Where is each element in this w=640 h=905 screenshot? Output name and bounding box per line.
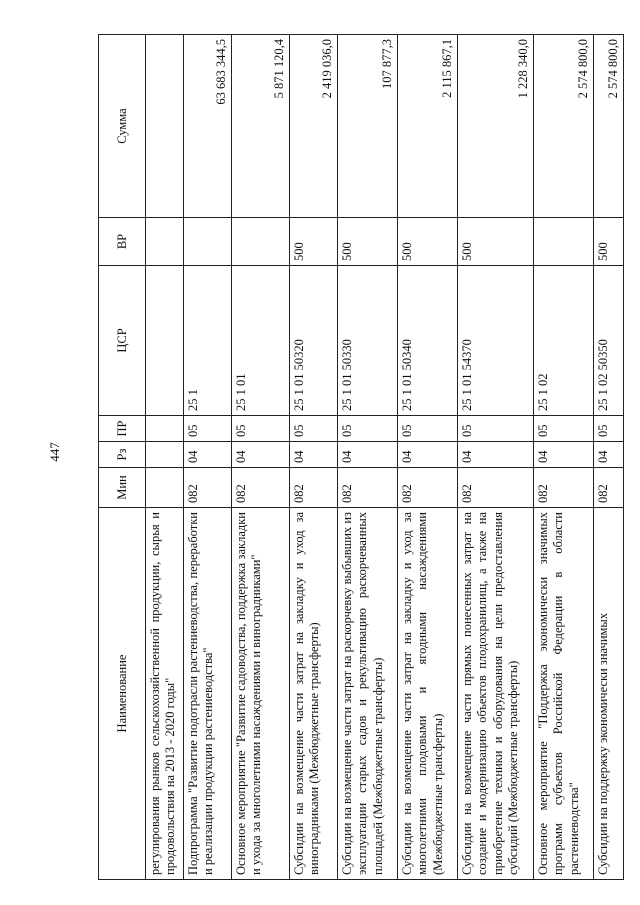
- row-min: 082: [594, 468, 624, 508]
- row-sum: 63 683 344,5: [184, 35, 232, 218]
- table-header-row: [99, 35, 146, 880]
- row-vr: [184, 218, 232, 266]
- row-min: 082: [458, 468, 534, 508]
- row-sum: 1 228 340,0: [458, 35, 534, 218]
- row-pr: 05: [290, 416, 338, 442]
- table-row: [398, 35, 458, 880]
- row-vr: 500: [458, 218, 534, 266]
- row-name: Субсидии на возмещение части прямых понесенных затрат на создание и модернизацию объектов плодохранилищ, а также на приобретение техники и оборудования на цели предоставления субсидий (Межбюджетные трансферты): [458, 508, 534, 880]
- row-min: 082: [338, 468, 398, 508]
- row-pr: [146, 416, 184, 442]
- row-csr: 25 1 01 50330: [338, 266, 398, 416]
- row-pr: 05: [534, 416, 594, 442]
- row-min: [146, 468, 184, 508]
- row-csr: 25 1 02 50350: [594, 266, 624, 416]
- row-vr: 500: [594, 218, 624, 266]
- budget-table: [98, 34, 624, 880]
- page-number: 447: [47, 442, 62, 462]
- table-row: [232, 35, 290, 880]
- row-name: Субсидии на поддержку экономически значимых: [594, 508, 624, 880]
- row-rz: 04: [534, 442, 594, 468]
- row-vr: 500: [338, 218, 398, 266]
- row-rz: [146, 442, 184, 468]
- row-csr: 25 1 01 54370: [458, 266, 534, 416]
- table-row: [594, 35, 624, 880]
- row-pr: 05: [338, 416, 398, 442]
- row-sum: 2 574 800,0: [534, 35, 594, 218]
- row-pr: 05: [594, 416, 624, 442]
- header-rz: Рз: [99, 442, 146, 468]
- row-rz: 04: [184, 442, 232, 468]
- budget-table-rotated: [98, 35, 620, 880]
- row-vr: [232, 218, 290, 266]
- row-csr: 25 1 01 50340: [398, 266, 458, 416]
- row-name: Подпрограмма "Развитие подотрасли растениеводства, переработки и реализации продукции растениеводства": [184, 508, 232, 880]
- row-min: 082: [184, 468, 232, 508]
- row-vr: 500: [398, 218, 458, 266]
- row-sum: 2 115 867,1: [398, 35, 458, 218]
- row-name: регулирования рынков сельскохозяйственной продукции, сырья и продовольствия на 2013 - 2020 годы": [146, 508, 184, 880]
- row-name: Основное мероприятие "Поддержка экономически значимых программ субъектов Российской Федерации в области растениеводства": [534, 508, 594, 880]
- row-rz: 04: [290, 442, 338, 468]
- table-row: [184, 35, 232, 880]
- row-vr: 500: [290, 218, 338, 266]
- row-sum: 2 574 800,0: [594, 35, 624, 218]
- header-csr: ЦСР: [99, 266, 146, 416]
- header-sum: Сумма: [99, 35, 146, 218]
- row-rz: 04: [594, 442, 624, 468]
- table-row: [458, 35, 534, 880]
- table-row: [146, 35, 184, 880]
- row-vr: [146, 218, 184, 266]
- header-vr: ВР: [99, 218, 146, 266]
- row-rz: 04: [398, 442, 458, 468]
- row-rz: 04: [232, 442, 290, 468]
- row-pr: 05: [458, 416, 534, 442]
- row-sum: [146, 35, 184, 218]
- row-pr: 05: [232, 416, 290, 442]
- row-csr: 25 1: [184, 266, 232, 416]
- row-name: Субсидии на возмещение части затрат на закладку и уход за многолетними плодовыми и ягодными насаждениями (Межбюджетные трансферты): [398, 508, 458, 880]
- row-min: 082: [534, 468, 594, 508]
- row-rz: 04: [338, 442, 398, 468]
- row-pr: 05: [398, 416, 458, 442]
- table-row: [534, 35, 594, 880]
- table-row: [338, 35, 398, 880]
- row-csr: 25 1 01: [232, 266, 290, 416]
- row-vr: [534, 218, 594, 266]
- header-min: Мин: [99, 468, 146, 508]
- row-sum: 2 419 036,0: [290, 35, 338, 218]
- row-sum: 5 871 120,4: [232, 35, 290, 218]
- row-pr: 05: [184, 416, 232, 442]
- row-csr: 25 1 01 50320: [290, 266, 338, 416]
- row-name: Субсидии на возмещение части затрат на закладку и уход за виноградниками (Межбюджетные трансферты): [290, 508, 338, 880]
- header-pr: ПР: [99, 416, 146, 442]
- row-csr: 25 1 02: [534, 266, 594, 416]
- row-name: Основное мероприятие "Развитие садоводства, поддержка закладки и ухода за многолетними насаждениями и виноградниками": [232, 508, 290, 880]
- row-rz: 04: [458, 442, 534, 468]
- row-min: 082: [398, 468, 458, 508]
- row-sum: 107 877,3: [338, 35, 398, 218]
- header-name: Наименование: [99, 508, 146, 880]
- row-csr: [146, 266, 184, 416]
- row-min: 082: [290, 468, 338, 508]
- row-min: 082: [232, 468, 290, 508]
- table-row: [290, 35, 338, 880]
- row-name: Субсидии на возмещение части затрат на раскорчевку выбывших из эксплуатации старых садов и рекультивацию раскорчеванных площадей (Межбюджетные трансферты): [338, 508, 398, 880]
